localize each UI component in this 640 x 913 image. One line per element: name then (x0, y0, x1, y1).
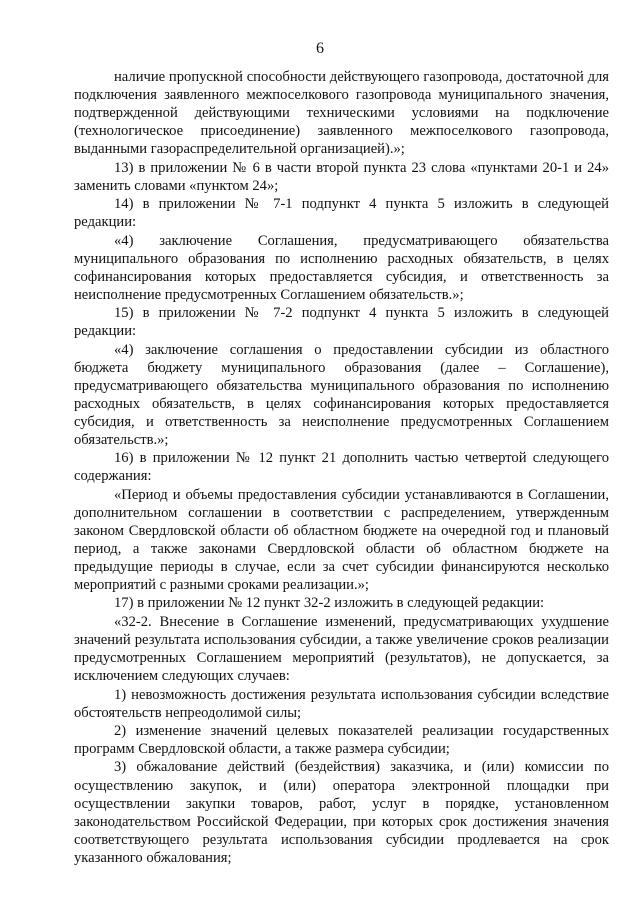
paragraph: «32-2. Внесение в Соглашение изменений, предусматривающих ухудшение значений результата использования субсидии, а также увеличение сроков реализации предусмотренных Соглашением мероприятий (результатов), не допускается, за исключением следующих случаев: (74, 613, 609, 685)
paragraph: 16) в приложении № 12 пункт 21 дополнить частью четвертой следующего содержания: (74, 450, 609, 485)
paragraph: наличие пропускной способности действующего газопровода, достаточной для подключения заявленного межпоселкового газопровода муниципального значения, подтвержденной действующими техническими условиями на подключение (технологическое присоединение) заявленного межпоселкового газопровода, выданными газораспределительной организацией).»; (74, 69, 609, 158)
paragraph: 17) в приложении № 12 пункт 32-2 изложить в следующей редакции: (114, 595, 545, 612)
paragraph: 3) обжалование действий (бездействия) заказчика, и (или) комиссии по осуществлению закупок, и (или) оператора электронной площадки при осуществлении закупки товаров, работ, услуг в порядке, установленном законодательством Российской Федерации, при которых срок достижения значения соответствующего результата использования субсидии продлевается на срок указанного обжалования; (74, 759, 609, 866)
paragraph: «4) заключение Соглашения, предусматривающего обязательства муниципального образования по исполнению расходных обязательств, в целях софинансирования которых предоставляется субсидия, и ответственность за неисполнение предусмотренных Соглашением обязательств.»; (74, 232, 609, 303)
paragraph: 14) в приложении № 7-1 подпункт 4 пункта 5 изложить в следующей редакции: (74, 196, 609, 231)
paragraph: 2) изменение значений целевых показателей реализации государственных программ Свердловской области, а также размера субсидии; (74, 722, 609, 758)
document-body (74, 68, 609, 867)
paragraph: 1) невозможность достижения результата использования субсидии вследствие обстоятельств непреодолимой силы; (74, 686, 609, 721)
paragraph: 13) в приложении № 6 в части второй пункта 23 слова «пунктами 20-1 и 24» заменить словами «пунктом 24»; (74, 159, 609, 194)
paragraph: «Период и объемы предоставления субсидии устанавливаются в Соглашении, дополнительном соглашении в соответствии с распределением, утвержденным законом Свердловской области об областном бюджете на очередной год и плановый период, а также законами Свердловской области об областном бюджете на предыдущие периоды в случае, если за счет субсидии финансируются несколько мероприятий с разными сроками реализации.»; (74, 486, 609, 594)
paragraph: «4) заключение соглашения о предоставлении субсидии из областного бюджета бюджету муниципального образования (далее – Соглашение), предусматривающего обязательства муниципального образования по исполнению расходных обязательств, в целях софинансирования которых предоставляется субсидия, и ответственность за неисполнение предусмотренных Соглашением обязательств.»; (74, 341, 609, 448)
paragraph: 15) в приложении № 7-2 подпункт 4 пункта 5 изложить в следующей редакции: (74, 305, 609, 340)
page-number: 6 (316, 40, 324, 57)
